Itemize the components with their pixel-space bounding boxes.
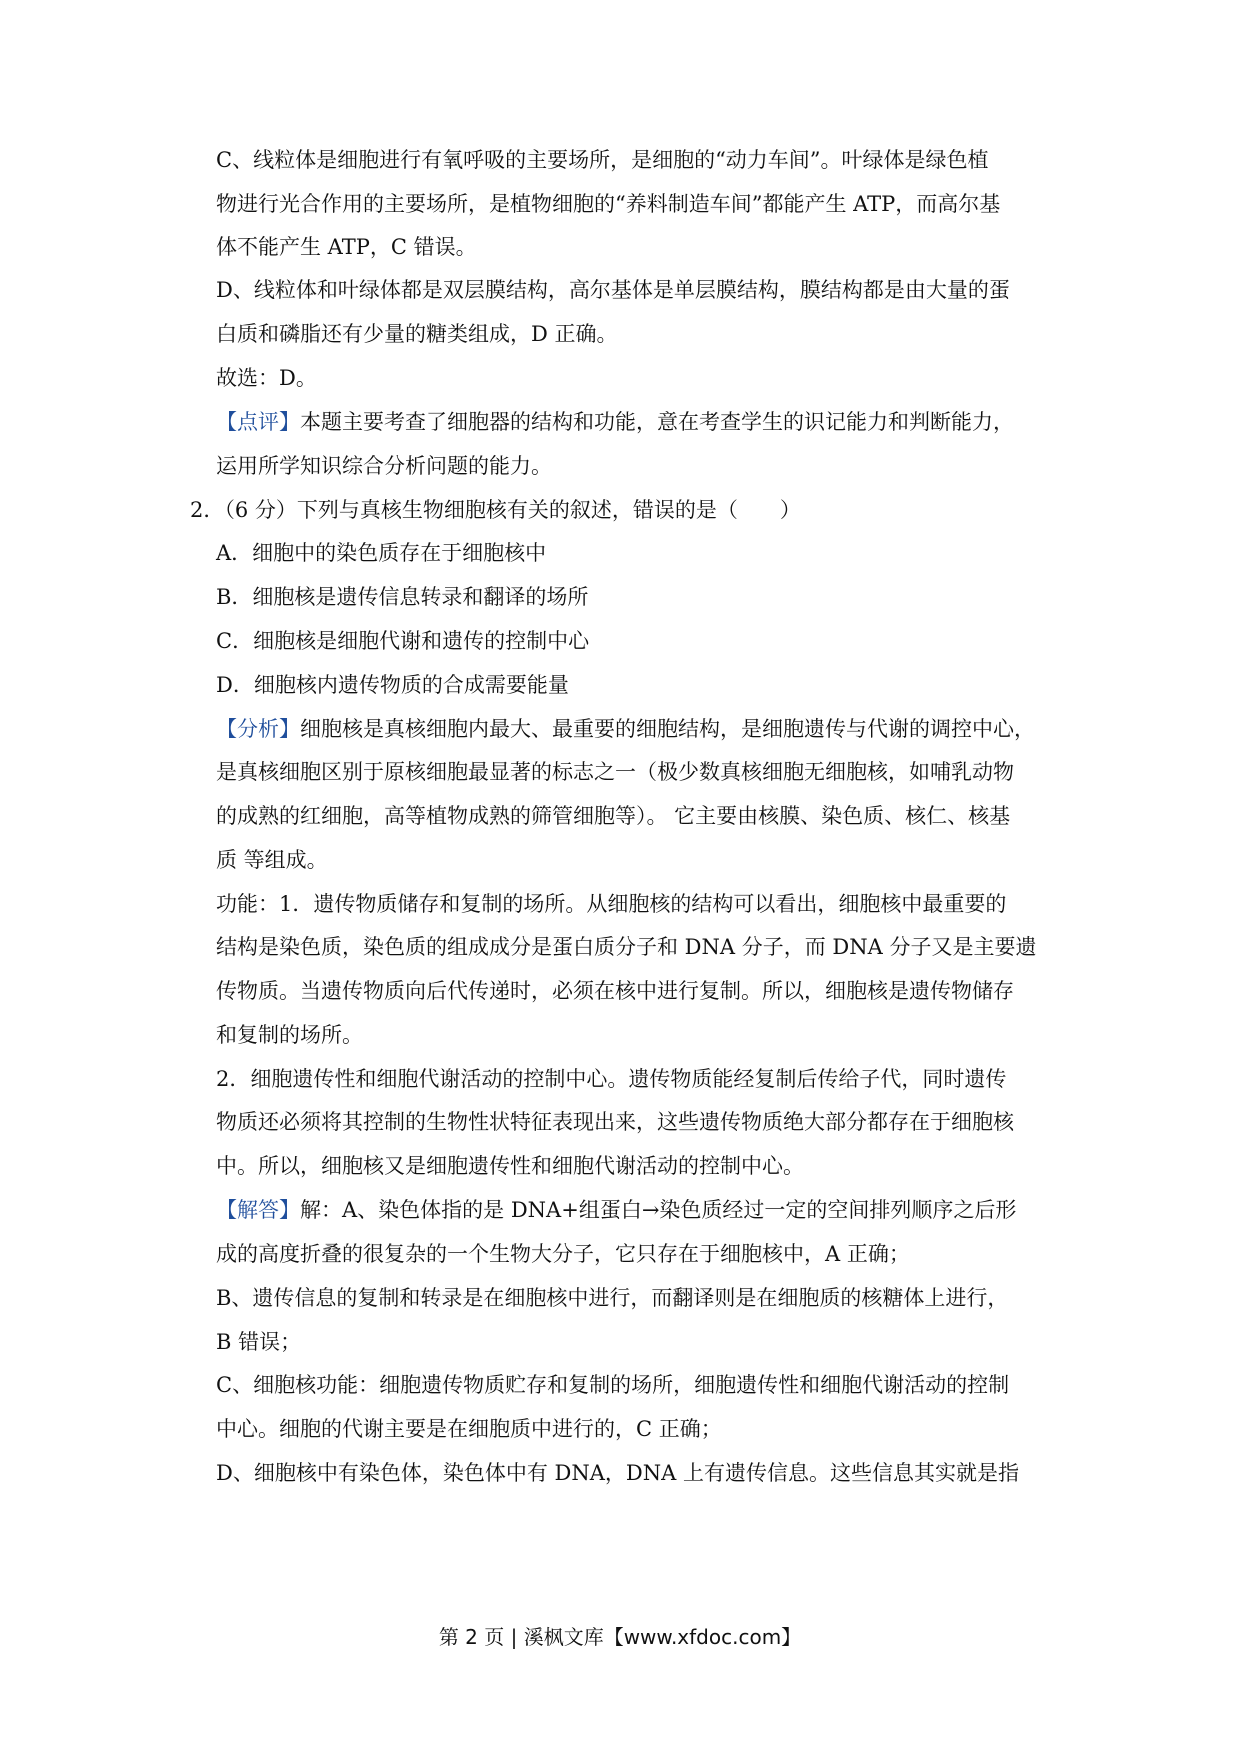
text-span: 本题主要考查了细胞器的结构和功能，意在考查学生的识记能力和判断能力， bbox=[300, 410, 1014, 434]
option-a: A．细胞中的染色质存在于细胞核中 bbox=[216, 541, 547, 565]
text-line: 运用所学知识综合分析问题的能力。 bbox=[216, 454, 552, 478]
text-line: 中。所以，细胞核又是细胞遗传性和细胞代谢活动的控制中心。 bbox=[216, 1154, 804, 1178]
comment-paragraph bbox=[216, 408, 1056, 436]
text-line: 是真核细胞区别于原核细胞最显著的标志之一（极少数真核细胞无细胞核，如哺乳动物 bbox=[216, 760, 1014, 784]
solution-paragraph bbox=[216, 1196, 1056, 1224]
text-line: 中心。细胞的代谢主要是在细胞质中进行的，C 正确； bbox=[216, 1417, 722, 1441]
text-line: D、线粒体和叶绿体都是双层膜结构，高尔基体是单层膜结构，膜结构都是由大量的蛋 bbox=[216, 278, 1010, 302]
text-span: 解：A、染色体指的是 DNA+组蛋白→染色质经过一定的空间排列顺序之后形 bbox=[300, 1198, 1017, 1222]
comment-tag: 【点评】 bbox=[216, 410, 300, 434]
text-line: B 错误； bbox=[216, 1330, 302, 1354]
text-line: 功能：1．遗传物质储存和复制的场所。从细胞核的结构可以看出，细胞核中最重要的 bbox=[216, 892, 1007, 916]
page-footer: 第 2 页 | 溪枫文库【www.xfdoc.com】 bbox=[438, 1625, 802, 1649]
text-line: 故选：D。 bbox=[216, 366, 317, 390]
text-span: 细胞核是真核细胞内最大、最重要的细胞结构，是细胞遗传与代谢的调控中心， bbox=[300, 717, 1035, 741]
option-c: C．细胞核是细胞代谢和遗传的控制中心 bbox=[216, 629, 590, 653]
analysis-tag: 【分析】 bbox=[216, 717, 300, 741]
text-line: 结构是染色质，染色质的组成成分是蛋白质分子和 DNA 分子，而 DNA 分子又是主要遗 bbox=[216, 935, 1037, 959]
text-line: 和复制的场所。 bbox=[216, 1023, 363, 1047]
text-line: 物质还必须将其控制的生物性状特征表现出来，这些遗传物质绝大部分都存在于细胞核 bbox=[216, 1110, 1014, 1134]
analysis-paragraph bbox=[216, 715, 1056, 743]
text-line: 的成熟的红细胞，高等植物成熟的筛管细胞等）。 它主要由核膜、染色质、核仁、核基 bbox=[216, 804, 1011, 828]
option-d: D．细胞核内遗传物质的合成需要能量 bbox=[216, 673, 569, 697]
text-line: 白质和磷脂还有少量的糖类组成，D 正确。 bbox=[216, 322, 618, 346]
text-line: 物进行光合作用的主要场所，是植物细胞的“养料制造车间”都能产生 ATP，而高尔基 bbox=[216, 192, 1001, 216]
text-line: 体不能产生 ATP，C 错误。 bbox=[216, 235, 477, 259]
question-stem: 2．（6 分）下列与真核生物细胞核有关的叙述，错误的是（ ） bbox=[190, 498, 801, 522]
text-line: B、遗传信息的复制和转录是在细胞核中进行，而翻译则是在细胞质的核糖体上进行， bbox=[216, 1286, 1009, 1310]
text-line: 成的高度折叠的很复杂的一个生物大分子，它只存在于细胞核中，A 正确； bbox=[216, 1242, 910, 1266]
option-b: B．细胞核是遗传信息转录和翻译的场所 bbox=[216, 585, 589, 609]
text-line: C、细胞核功能：细胞遗传物质贮存和复制的场所，细胞遗传性和细胞代谢活动的控制 bbox=[216, 1373, 1010, 1397]
text-line: 2．细胞遗传性和细胞代谢活动的控制中心。遗传物质能经复制后传给子代，同时遗传 bbox=[216, 1067, 1007, 1091]
text-line: D、细胞核中有染色体，染色体中有 DNA，DNA 上有遗传信息。这些信息其实就是指 bbox=[216, 1461, 1019, 1485]
text-line: 质 等组成。 bbox=[216, 848, 328, 872]
text-line: C、线粒体是细胞进行有氧呼吸的主要场所，是细胞的“动力车间”。叶绿体是绿色植 bbox=[216, 148, 989, 172]
text-line: 传物质。当遗传物质向后代传递时，必须在核中进行复制。所以，细胞核是遗传物储存 bbox=[216, 979, 1014, 1003]
solution-tag: 【解答】 bbox=[216, 1198, 300, 1222]
